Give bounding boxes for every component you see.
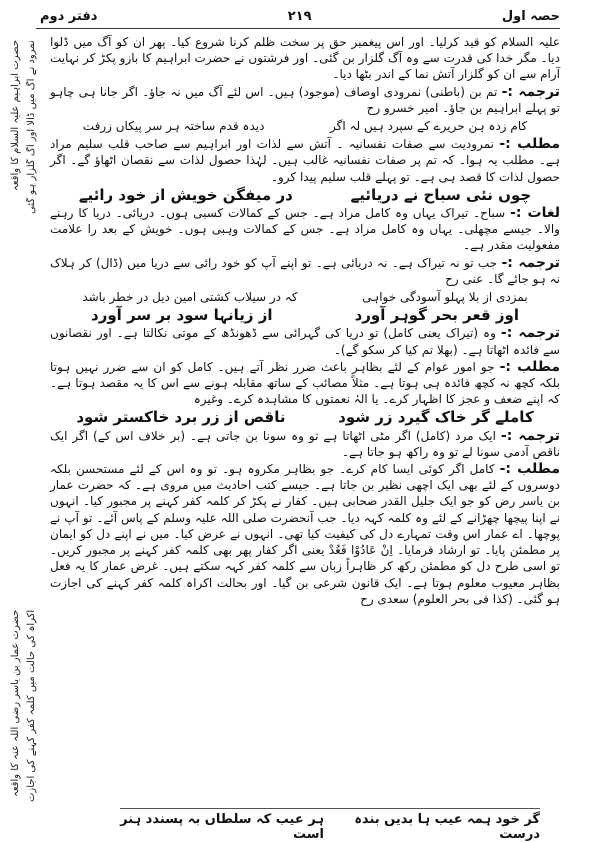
- explanation-text: نمرودیت سے صفات نفسانیہ ۔ آتش سے لذات اور ابراہیم سے صاحب قلب سلیم مراد ہے۔ مطلب یہ ہوا۔ کہ تم پر صفات نفسانیہ غالب ہیں۔ لہٰذا حصول لذات سے نقصان اٹھاؤ گے۔ اگر حصول لذات کا قصد ہی ہے۔ تو پہلے قلب سلیم پیدا کرو۔: [50, 137, 560, 184]
- explanation-3: [50, 461, 560, 607]
- explanation-1: [50, 136, 560, 185]
- footer-rule: [120, 808, 540, 809]
- translation-label: ترجمہ :-: [501, 83, 560, 100]
- translation-4: [50, 428, 560, 460]
- translation-label: ترجمہ :-: [501, 254, 560, 271]
- main-text: [50, 34, 560, 787]
- paragraph-intro: علیہ السلام کو قید کرلیا۔ اور اس پیغمبر حق پر سخت ظلم کرنا شروع کیا۔ پھر ان کو آگ میں ڈلوا دیا۔ مگر خدا کی قدرت سے وہ آگ گلزار بن گئی۔ اور فرشتوں نے حضرت ابراہیم کا بازو پکڑ کر نہایت آرام سے ان کو گلزار آتش نما کے اندر بٹھا دیا۔: [50, 35, 560, 82]
- translation-text: جب تو نہ تیراک ہے۔ نہ دریائی ہے۔ تو اپنے آپ کو خود رائی سے دریا میں (ڈال) کر ہلاک نہ ہو جائے گا۔ عنی رح: [50, 255, 560, 286]
- verse-hemistich: بمزدی از بلا پہلو آسودگی خواہی: [362, 290, 528, 305]
- glossary-text: سباح۔ تیراک یہاں وہ کامل مراد ہے۔ جس کے کمالات کسبی ہوں۔ دریائی۔ دریا کا رہنے والا۔: [50, 206, 560, 237]
- page-header: [40, 6, 560, 26]
- margin-note-bottom-inner: اکراہ کی حالت میں کلمہ کفر کہنے کی اجازت: [26, 610, 37, 803]
- explanation-2: [50, 359, 560, 408]
- verse-couplet-4: [50, 307, 560, 323]
- verse-hemistich: کہ در سیلاب کشتی امین دیل در خطر باشد: [82, 290, 298, 305]
- verse-hemistich: چوں نئی سباح نے دریائیے: [350, 185, 532, 204]
- margin-note-top-inner: نمرود نے آگ میں ڈالا اور آگ گلزار ہو گئی: [26, 40, 37, 214]
- verse-hemistich: در میفگن خویش از خود رائیے: [78, 185, 293, 204]
- verse-couplet-2: [50, 187, 560, 203]
- header-volume-label: دفتر دوم: [40, 8, 98, 24]
- translation-text: تم بن (باطنی) نمرودی اوصاف (موجود) ہیں۔ اس لئے آگ میں نہ جاؤ۔ اگر جانا ہی چاہو تو پہلے ابراہیم بن جاؤ۔ امیر خسرو رح: [50, 84, 560, 115]
- verse-hemistich: کاملے گر خاک گیرد زر شود: [338, 408, 534, 427]
- explanation-label: مطلب :-: [499, 136, 561, 153]
- verse-couplet-1: [50, 118, 560, 134]
- explanation-label: مطلب :-: [499, 358, 560, 375]
- header-rule: [36, 28, 560, 29]
- translation-3: [50, 325, 560, 357]
- verse-hemistich: گر خود ہمہ عیب ہا بدیں بندہ درست: [354, 812, 540, 842]
- translation-label: ترجمہ :-: [500, 427, 560, 444]
- margin-note-top-outer: حضرت ابراہیم علیہ السلام کا واقعہ: [10, 40, 21, 192]
- explanation-label: مطلب :-: [499, 461, 560, 478]
- translation-text: ایک مرد (کامل) اگر مٹی اٹھاتا ہے تو وہ سونا بن جاتی ہے۔ (بر خلاف اس کے) اگر ایک ناقص آدمی سونا لے تو وہ راکھ ہو جاتا ہے۔: [50, 428, 560, 459]
- translation-2: [50, 255, 560, 287]
- glossary-label: لغات :-: [510, 205, 560, 222]
- verse-hemistich: کام زدہ ہن حریرے کے سپرد ہیں لہ اگر: [330, 119, 528, 134]
- verse-hemistich: ناقص از زر برد خاکستر شود: [76, 408, 286, 427]
- page-number: ۲۱۹: [287, 8, 312, 24]
- translation-text: وہ (تیراک یعنی کامل) تو دریا کی گہرائی سے ڈھونڈھ کے موتی نکالتا ہے۔ اور نقصانوں سے فائدہ اٹھاتا ہے۔ (بھلا تم کیا کر سکو گے)۔: [50, 326, 560, 357]
- translation-1: [50, 84, 560, 116]
- footer-verse: [100, 812, 540, 842]
- margin-note-bottom-outer: حضرت عمار بن یاسر رضی اللہ عنہ کا واقعہ: [10, 610, 21, 798]
- verse-couplet-3: [50, 289, 560, 305]
- translation-label: ترجمہ :-: [500, 325, 560, 342]
- glossary-text-2: جیسے مچھلی۔ یہاں وہ کامل مراد ہے۔ جس کے کمالات وہبی ہوں۔ خویش کے بعد را علامت مفعولیت مقدر ہے۔: [50, 222, 560, 253]
- explanation-text: جو امور عوام کے لئے بظاہر باعث ضرر نظر آتے ہیں۔ کامل کو ان سے ضرر نہیں ہوتا بلکہ کچھ نہ کچھ فائدہ ہی ہوتا ہے۔ مثلاً مصائب کے ساتھ مقابلہ ہونے سے اس کا یہ مقصد ہوتا ہے۔ کہ اپنے ضعف و عجز کا اظہار کرے۔ یا الہٰ نعمتوں کا مشاہدہ کرے۔ وغیرہ: [50, 359, 560, 407]
- explanation-text: کامل اگر کوئی ایسا کام کرے۔ جو بظاہر مکروہ ہو۔ تو وہ اس کے لئے مستحسن بلکہ دوسروں کے لئے بھی ایک اچھی نظیر بن جاتا ہے۔ جیسے کتب احادیث میں مروی ہے۔ کہ حضرت عمار بن یاسر رض کو جو ایک جلیل القدر صحابی ہیں۔ کفار نے پکڑ کر کلمہ کفر کہنے پر مجبور کیا۔ انہوں نے اپنا پیچھا چھڑانے کے لئے وہ کلمہ کہہ دیا۔ جب آنحضرت صلی اللہ علیہ وسلم کے پاس آئے۔ تو آپ نے پوچھا۔ اے عمار اس وقت تمہارے دل کی کیفیت کیا تھی۔ انہوں نے عرض کیا۔ میں نے اپنے دل کو ایمان پر مطمئن پایا۔ تو ارشاد فرمایا۔ اِنْ عَادُوْا فَعُدْ یعنی اگر کفار پھر بھی کلمہ کفر کہنے پر مجبور کریں۔ تو اسی طرح دل کو مطمئن رکھ کر ظاہراً زبان سے کلمہ کفر کہہ سکتے ہیں۔ غرض عمار کا یہ فعل بظاہر معیوب معلوم ہوتا ہے۔ ایک قانون شرعی بن گیا۔ اور بحالت اکراہ کلمہ کفر کہنے کی اجازت ہو گئی۔ (کذا فی بحر العلوم) سعدی رح: [50, 462, 560, 606]
- verse-hemistich: دیدہ قدم ساختہ ہر سر پیکاں زرفت: [82, 119, 265, 134]
- glossary: [50, 205, 560, 254]
- verse-hemistich: اوز قعر بحر گوہر آورد: [354, 306, 519, 325]
- header-part-label: حصہ اول: [501, 8, 560, 24]
- verse-hemistich: از زیانہا سود بر سر آورد: [91, 306, 273, 325]
- verse-couplet-5: [50, 409, 560, 425]
- verse-hemistich: ہر عیب کہ سلطاں بہ پسندد ہنر است: [120, 812, 324, 842]
